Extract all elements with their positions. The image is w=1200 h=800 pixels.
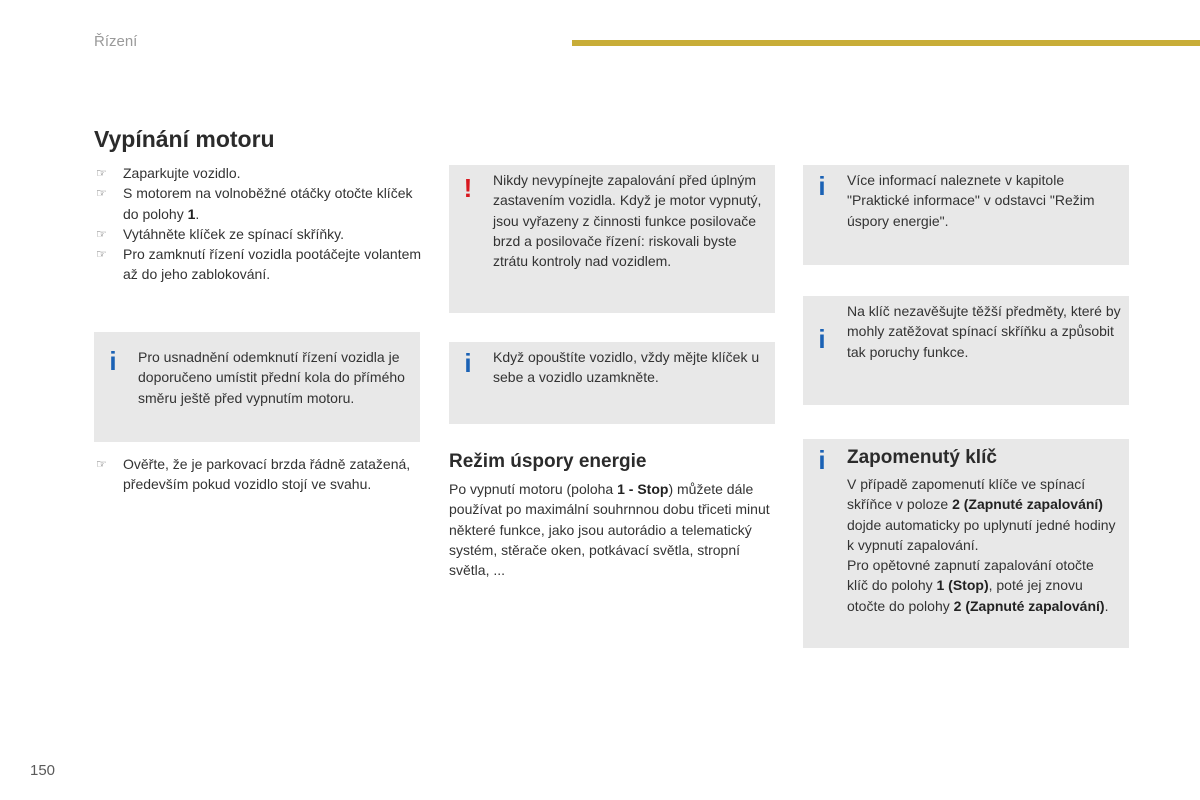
pointing-hand-icon: ☞ (96, 247, 107, 262)
info-note-more (803, 165, 1129, 265)
page-number: 150 (30, 762, 56, 779)
pointing-hand-icon: ☞ (96, 166, 107, 180)
steps-list (94, 163, 424, 285)
info-note-leave (449, 342, 775, 424)
info-icon: i (109, 346, 117, 376)
list-item: ☞ Vytáhněte klíček ze spínací skříňky. (94, 224, 424, 244)
note-text: Více informací naleznete v kapitole "Praktické informace" v odstavci "Režim úspory energie". (847, 172, 1095, 229)
pointing-hand-icon: ☞ (96, 457, 107, 471)
info-icon: i (818, 445, 826, 475)
info-note-heavy (803, 296, 1129, 405)
section-label: Řízení (94, 33, 138, 50)
info-icon: i (464, 348, 472, 378)
forgotten-key-box (803, 439, 1129, 648)
list-item: ☞ Zaparkujte vozidlo. (94, 163, 424, 183)
list-item: ☞ Pro zamknutí řízení vozidla pootáčejte volantem až do jeho zablokování. (96, 246, 422, 283)
steps-list-2 (94, 454, 424, 495)
header-accent-bar (572, 40, 1200, 46)
warning-note (449, 165, 775, 313)
forgotten-key-heading: Zapomenutý klíč (847, 447, 997, 468)
forgotten-key-text: V případě zapomenutí klíče ve spínací skříňce v poloze 2 (Zapnuté zapalování) dojde automaticky po uplynutí jedné hodiny k vypnutí zapalování. Pro opětovné zapnutí zapalování otočte klíč do polohy 1 (Stop), poté jej znovu otočte do polohy 2 (Zapnuté zapalování). (847, 476, 1116, 614)
info-note-wheels (94, 332, 420, 442)
note-text: Když opouštíte vozidlo, vždy mějte klíček u sebe a vozidlo uzamkněte. (493, 349, 760, 386)
pointing-hand-icon: ☞ (96, 226, 107, 241)
eco-mode-text: Po vypnutí motoru (poloha 1 - Stop) můžete dále používat po maximální souhrnnou dobu třiceti minut některé funkce, jako jsou autorádio a telematický systém, stěrače oken, potkávací světla, stropní světla, ... (449, 481, 770, 579)
eco-mode-heading: Režim úspory energie (449, 451, 647, 472)
list-item: ☞ S motorem na volnoběžné otáčky otočte klíček do polohy 1. (96, 185, 413, 222)
page-title: Vypínání motoru (94, 126, 275, 152)
warning-text: Nikdy nevypínejte zapalování před úplným zastavením vozidla. Když je motor vypnutý, jsou vyřazeny z činnosti funkce posilovače brzd a posilovače řízení: riskovali byste ztrátu kontroly nad vozidlem. (493, 172, 762, 270)
exclamation-icon: ! (463, 173, 473, 203)
info-icon: i (818, 324, 826, 354)
list-item: ☞ Ověřte, že je parkovací brzda řádně zatažená, především pokud vozidlo stojí ve svahu. (96, 456, 411, 493)
note-text: Pro usnadnění odemknutí řízení vozidla je doporučeno umístit přední kola do přímého směru ještě před vypnutím motoru. (138, 349, 405, 406)
note-text: Na klíč nezavěšujte těžší předměty, které by mohly zatěžovat spínací skříňku a způsobit tak poruchy funkce. (847, 303, 1121, 360)
pointing-hand-icon: ☞ (96, 186, 107, 201)
info-icon: i (818, 171, 826, 201)
